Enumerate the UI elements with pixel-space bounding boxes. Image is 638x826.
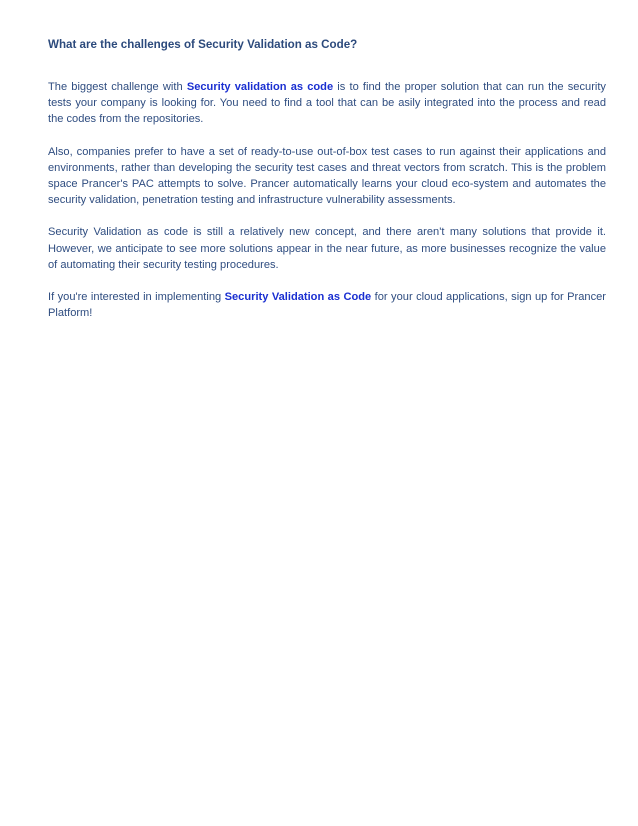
paragraph-3: Security Validation as code is still a relatively new concept, and there aren't many solutions that provide it. However, we anticipate to see more solutions appear in the near future, as more businesses recognize the value of automating their security testing procedures. <box>48 226 606 271</box>
paragraph-4 <box>48 289 606 321</box>
paragraph-1-text-end: is to find the proper solution that can run the security tests your company is looking for. You need to find a tool that can be asily integrated into the process and read the codes from the repositories. <box>48 81 606 126</box>
document-page <box>48 38 606 337</box>
paragraph-4-text-start: If you're interested in implementing <box>48 291 225 304</box>
paragraph-1 <box>48 79 606 128</box>
paragraph-2: Also, companies prefer to have a set of ready-to-use out-of-box test cases to run against their applications and environments, rather than developing the security test cases and threat vectors from scratch. This is the problem space Prancer's PAC attempts to solve. Prancer automatically learns your cloud eco-system and automates the security validation, penetration testing and infrastructure vulnerability assessments. <box>48 145 606 207</box>
paragraph-4-text-end: for your cloud applications, sign up for Prancer Platform! <box>48 291 607 320</box>
security-validation-as-code-link[interactable]: Security validation as code <box>186 81 334 93</box>
paragraph-1-text-start: The biggest challenge with <box>48 81 187 93</box>
section-heading: What are the challenges of Security Validation as Code? <box>48 38 358 51</box>
security-validation-as-code-cta-link[interactable]: Security Validation as Code <box>224 291 372 304</box>
